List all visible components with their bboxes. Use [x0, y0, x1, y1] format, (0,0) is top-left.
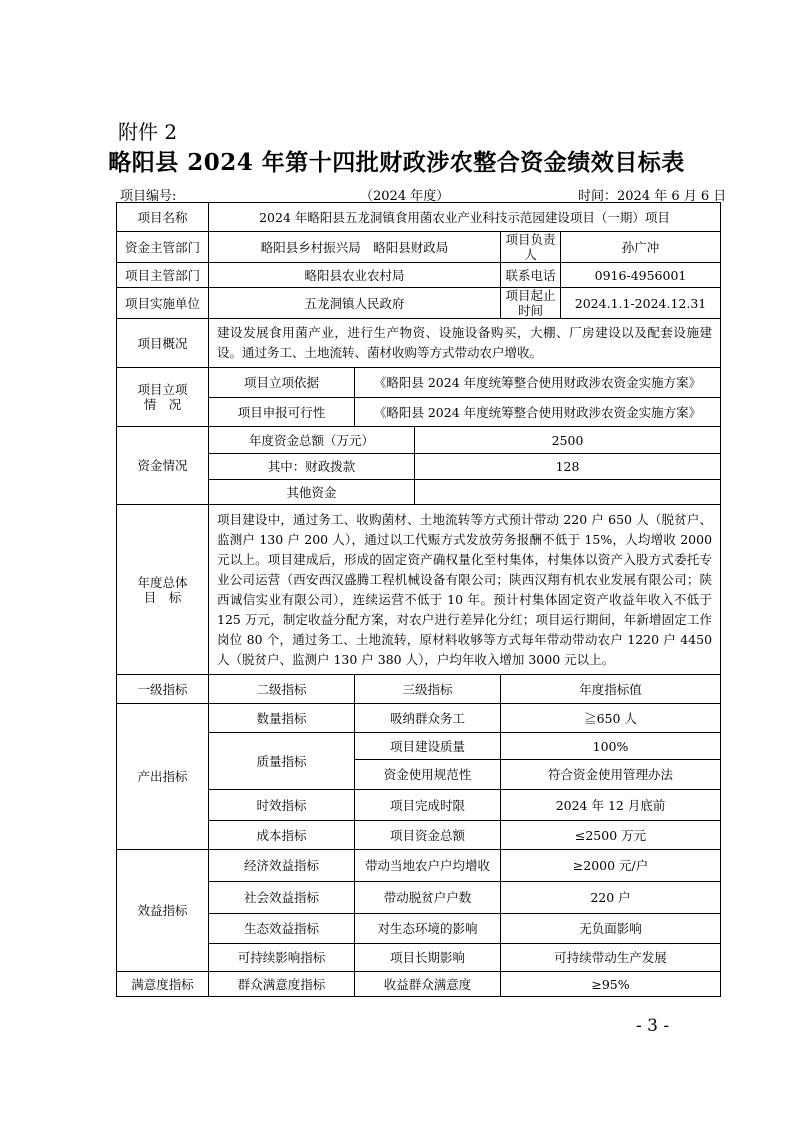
header-level3: 三级指标 [355, 675, 501, 704]
overview-label: 项目概况 [117, 319, 209, 368]
timeliness-l3: 项目完成时限 [355, 790, 501, 821]
cost-value: ≤2500 万元 [501, 821, 721, 850]
table-row [117, 263, 721, 288]
header-level2: 二级指标 [209, 675, 355, 704]
social-value: 220 户 [501, 882, 721, 914]
timeliness-label: 时效指标 [209, 790, 355, 821]
table-row [117, 203, 721, 232]
page-number: - 3 - [636, 1016, 670, 1036]
table-row [117, 704, 721, 733]
date-label: 时间：2024 年 6 月 6 日 [578, 189, 727, 204]
leader-label: 项目负责人 [501, 232, 561, 263]
timeliness-value: 2024 年 12 月底前 [501, 790, 721, 821]
economic-l3: 带动当地农户户均增收 [355, 850, 501, 882]
project-number-label: 项目编号: [120, 189, 177, 204]
table-row [117, 368, 721, 398]
project-dept-label: 项目主管部门 [117, 263, 209, 288]
table-row [117, 972, 721, 997]
approval-basis-label: 项目立项依据 [209, 368, 355, 398]
ecological-label: 生态效益指标 [209, 914, 355, 944]
ecological-value: 无负面影响 [501, 914, 721, 944]
satisfaction-label: 满意度指标 [117, 972, 209, 997]
quantity-value: ≧650 人 [501, 704, 721, 733]
fund-dept-label: 资金主管部门 [117, 232, 209, 263]
economic-label: 经济效益指标 [209, 850, 355, 882]
funds-total-label: 年度资金总额（万元） [209, 427, 415, 454]
social-l3: 带动脱贫户户数 [355, 882, 501, 914]
economic-value: ≥2000 元/户 [501, 850, 721, 882]
feasibility-label: 项目申报可行性 [209, 398, 355, 427]
quality-value-b: 符合资金使用管理办法 [501, 760, 721, 790]
sustainability-l3: 项目长期影响 [355, 944, 501, 972]
quality-label: 质量指标 [209, 733, 355, 790]
phone-value: 0916-4956001 [561, 263, 721, 288]
sustainability-label: 可持续影响指标 [209, 944, 355, 972]
table-row [117, 850, 721, 882]
social-label: 社会效益指标 [209, 882, 355, 914]
annual-goal-label [117, 505, 209, 675]
table-row [117, 319, 721, 368]
cost-l3: 项目资金总额 [355, 821, 501, 850]
feasibility-value: 《略阳县 2024 年度统筹整合使用财政涉农资金实施方案》 [355, 398, 721, 427]
cost-label: 成本指标 [209, 821, 355, 850]
quantity-label: 数量指标 [209, 704, 355, 733]
table-row [117, 675, 721, 704]
header-annual-value: 年度指标值 [501, 675, 721, 704]
table-row [117, 505, 721, 675]
project-dept-value: 略阳县农业农村局 [209, 263, 501, 288]
approval-label-line1: 项目立项 [137, 382, 188, 397]
year-label: （2024 年度） [360, 189, 450, 204]
ecological-l3: 对生态环境的影响 [355, 914, 501, 944]
document-title: 略阳县 2024 年第十四批财政涉农整合资金绩效目标表 [108, 149, 685, 176]
satisfaction-l3: 收益群众满意度 [355, 972, 501, 997]
table-row [117, 427, 721, 454]
attachment-label: 附件 2 [118, 120, 178, 144]
fund-dept-value: 略阳县乡村振兴局 略阳县财政局 [209, 232, 501, 263]
approval-label [117, 368, 209, 427]
table-row [117, 288, 721, 319]
annual-goal-label-line1: 年度总体 [137, 574, 188, 590]
approval-basis-value: 《略阳县 2024 年度统筹整合使用财政涉农资金实施方案》 [355, 368, 721, 398]
performance-target-table [116, 202, 721, 997]
funds-fiscal-value: 128 [415, 454, 721, 480]
period-label: 项目起止时间 [501, 288, 561, 319]
implementing-unit-value: 五龙洞镇人民政府 [209, 288, 501, 319]
funds-label: 资金情况 [117, 427, 209, 505]
phone-label: 联系电话 [501, 263, 561, 288]
annual-goal-text: 项目建设中，通过务工、收购菌材、土地流转等方式预计带动 220 户 650 人（脱贫户、监测户 130 户 200 人），通过以工代赈方式发放劳务报酬不低于 15%，人均增收 2000 元以上。项目建成后，形成的固定资产确权量化至村集体，村集体以资产入股方式委托专业公司运营（西安西汉盛腾工程机械设备有限公司；陕西汉翔有机农业发展有限公司；陕西诚信实业有限公司），连续运营不低于 10 年。预计村集体固定资产收益年收入不低于 125 万元，制定收益分配方案，对农户进行差异化分红；项目运行期间，年新增固定工作岗位 80 个，通过务工、土地流转，原材料收够等方式每年带动带动农户 1220 户 4450 人（脱贫户、监测户 130 户 380 人），户均年收入增加 3000 元以上。 [209, 505, 721, 675]
annual-goal-label-line2: 目 标 [143, 589, 182, 605]
funds-fiscal-label: 其中：财政拨款 [209, 454, 415, 480]
funds-total-value: 2500 [415, 427, 721, 454]
project-name-label: 项目名称 [117, 203, 209, 232]
satisfaction-l2: 群众满意度指标 [209, 972, 355, 997]
funds-other-value [415, 480, 721, 505]
quality-l3-b: 资金使用规范性 [355, 760, 501, 790]
period-value: 2024.1.1-2024.12.31 [561, 288, 721, 319]
quality-value-a: 100% [501, 733, 721, 760]
project-name-value: 2024 年略阳县五龙洞镇食用菌农业产业科技示范园建设项目（一期）项目 [209, 203, 721, 232]
quantity-l3: 吸纳群众务工 [355, 704, 501, 733]
table-row [117, 232, 721, 263]
leader-value: 孙广冲 [561, 232, 721, 263]
output-indicators-label: 产出指标 [117, 704, 209, 850]
approval-label-line2: 情 况 [143, 397, 182, 412]
overview-value: 建设发展食用菌产业，进行生产物资、设施设备购买，大棚、厂房建设以及配套设施建设。通过务工、土地流转、菌材收购等方式带动农户增收。 [209, 319, 721, 368]
sustainability-value: 可持续带动生产发展 [501, 944, 721, 972]
quality-l3-a: 项目建设质量 [355, 733, 501, 760]
funds-other-label: 其他资金 [209, 480, 415, 505]
satisfaction-value: ≥95% [501, 972, 721, 997]
header-level1: 一级指标 [117, 675, 209, 704]
benefit-indicators-label: 效益指标 [117, 850, 209, 972]
implementing-unit-label: 项目实施单位 [117, 288, 209, 319]
